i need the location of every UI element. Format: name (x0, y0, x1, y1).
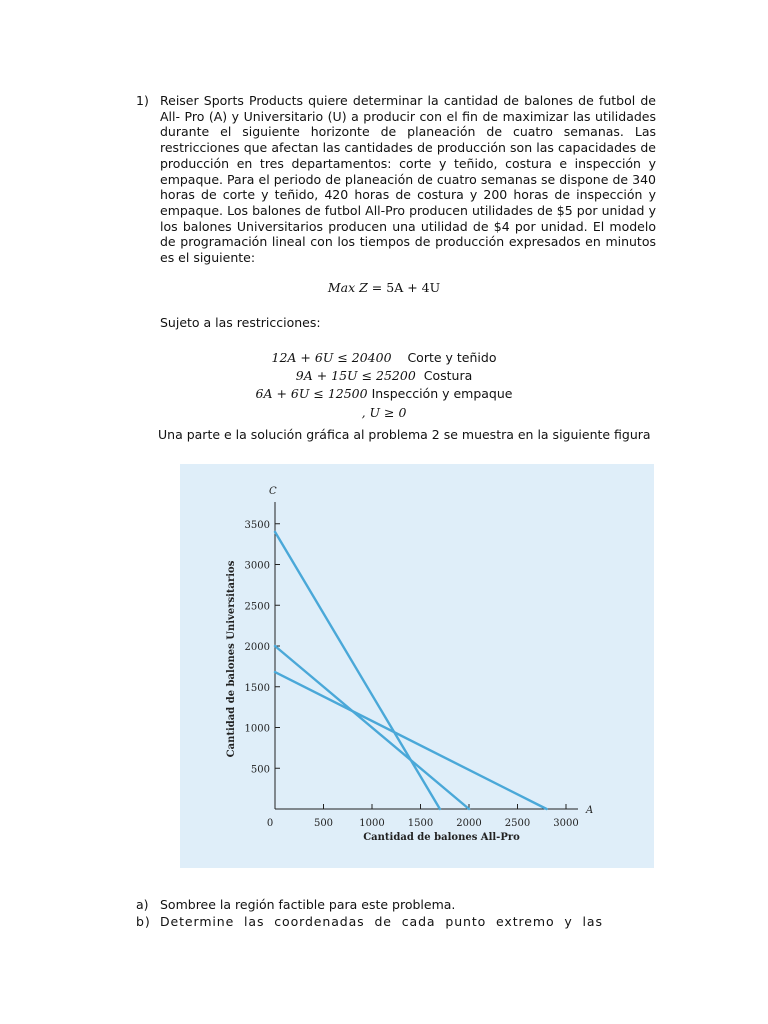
figure-intro: Una parte e la solución gráfica al problema 2 se muestra en la siguiente figura (158, 427, 651, 442)
lp-graph (180, 464, 654, 868)
constraint-expression: , U ≥ 0 (361, 405, 407, 420)
x-axis-name: A (586, 805, 594, 816)
x-tick-label: 500 (313, 818, 334, 829)
origin-label: 0 (266, 818, 274, 829)
constraint-line (275, 532, 440, 809)
objective-expression: = 5A + 4U (367, 280, 441, 295)
constraint-line (275, 646, 469, 809)
question-label: b) (136, 914, 151, 929)
y-tick-label: 1500 (244, 682, 270, 694)
constraint-label: Corte y teñido (407, 350, 497, 365)
x-tick-label: 1500 (407, 818, 434, 829)
question-text: Determine las coordenadas de cada punto extremo y las (160, 914, 603, 929)
lp-graph-figure (180, 464, 654, 868)
x-tick-label: 1000 (359, 818, 385, 829)
constraint-label: Costura (423, 368, 473, 383)
y-tick-label: 500 (250, 764, 270, 776)
constraint-label: Inspección y empaque (371, 386, 513, 401)
question-b (136, 914, 603, 929)
objective-prefix: Max Z (327, 280, 368, 295)
subject-to-label: Sujeto a las restricciones: (160, 315, 321, 330)
constraint-nonnegativity (0, 405, 768, 420)
y-tick-label: 1000 (244, 723, 270, 735)
constraint-line (275, 672, 547, 809)
constraint-expression: 9A + 15U ≤ 25200 (295, 368, 416, 383)
x-tick-label: 2500 (504, 818, 531, 829)
problem-statement: Reiser Sports Products quiere determinar la cantidad de balones de futbol de All- Pro (A) y Universitario (U) a producir con el fin de maximizar las utilidades durante el siguiente horizonte de planeación de cuatro semanas. Las restricciones que afectan las cantidades de producción son las capacidades de producción en tres departamentos: corte y teñido, costura e inspección y empaque. Para el periodo de planeación de cuatro semanas se dispone de 340 horas de corte y teñido, 420 horas de costura y 200 horas de inspección y empaque. Los balones de futbol All-Pro producen utilidades de $5 por unidad y los balones Universitarios producen una utilidad de $4 por unidad. El modelo de programación lineal con los tiempos de producción expresados en minutos es el siguiente: (160, 93, 656, 266)
question-label: a) (136, 897, 149, 912)
y-tick-label: 2000 (244, 642, 270, 653)
question-a (136, 897, 455, 912)
constraint-expression: 12A + 6U ≤ 20400 (271, 350, 392, 365)
constraint-expression: 6A + 6U ≤ 12500 (255, 386, 368, 401)
x-axis-title: Cantidad de balones All-Pro (363, 832, 520, 843)
x-tick-label: 3000 (553, 818, 579, 829)
y-axis-name: C (269, 486, 277, 497)
y-axis-title: Cantidad de balones Universitarios (226, 560, 237, 758)
constraint-inspection (0, 386, 768, 401)
problem-number: 1) (136, 93, 149, 108)
objective-function (0, 280, 768, 295)
y-tick-label: 3500 (244, 519, 270, 531)
x-tick-label: 2000 (456, 818, 482, 829)
y-tick-label: 2500 (244, 601, 270, 613)
question-text: Sombree la región factible para este problema. (160, 897, 456, 912)
y-tick-label: 3000 (244, 560, 270, 572)
constraint-cutting (0, 350, 768, 365)
constraint-sewing (0, 368, 768, 383)
